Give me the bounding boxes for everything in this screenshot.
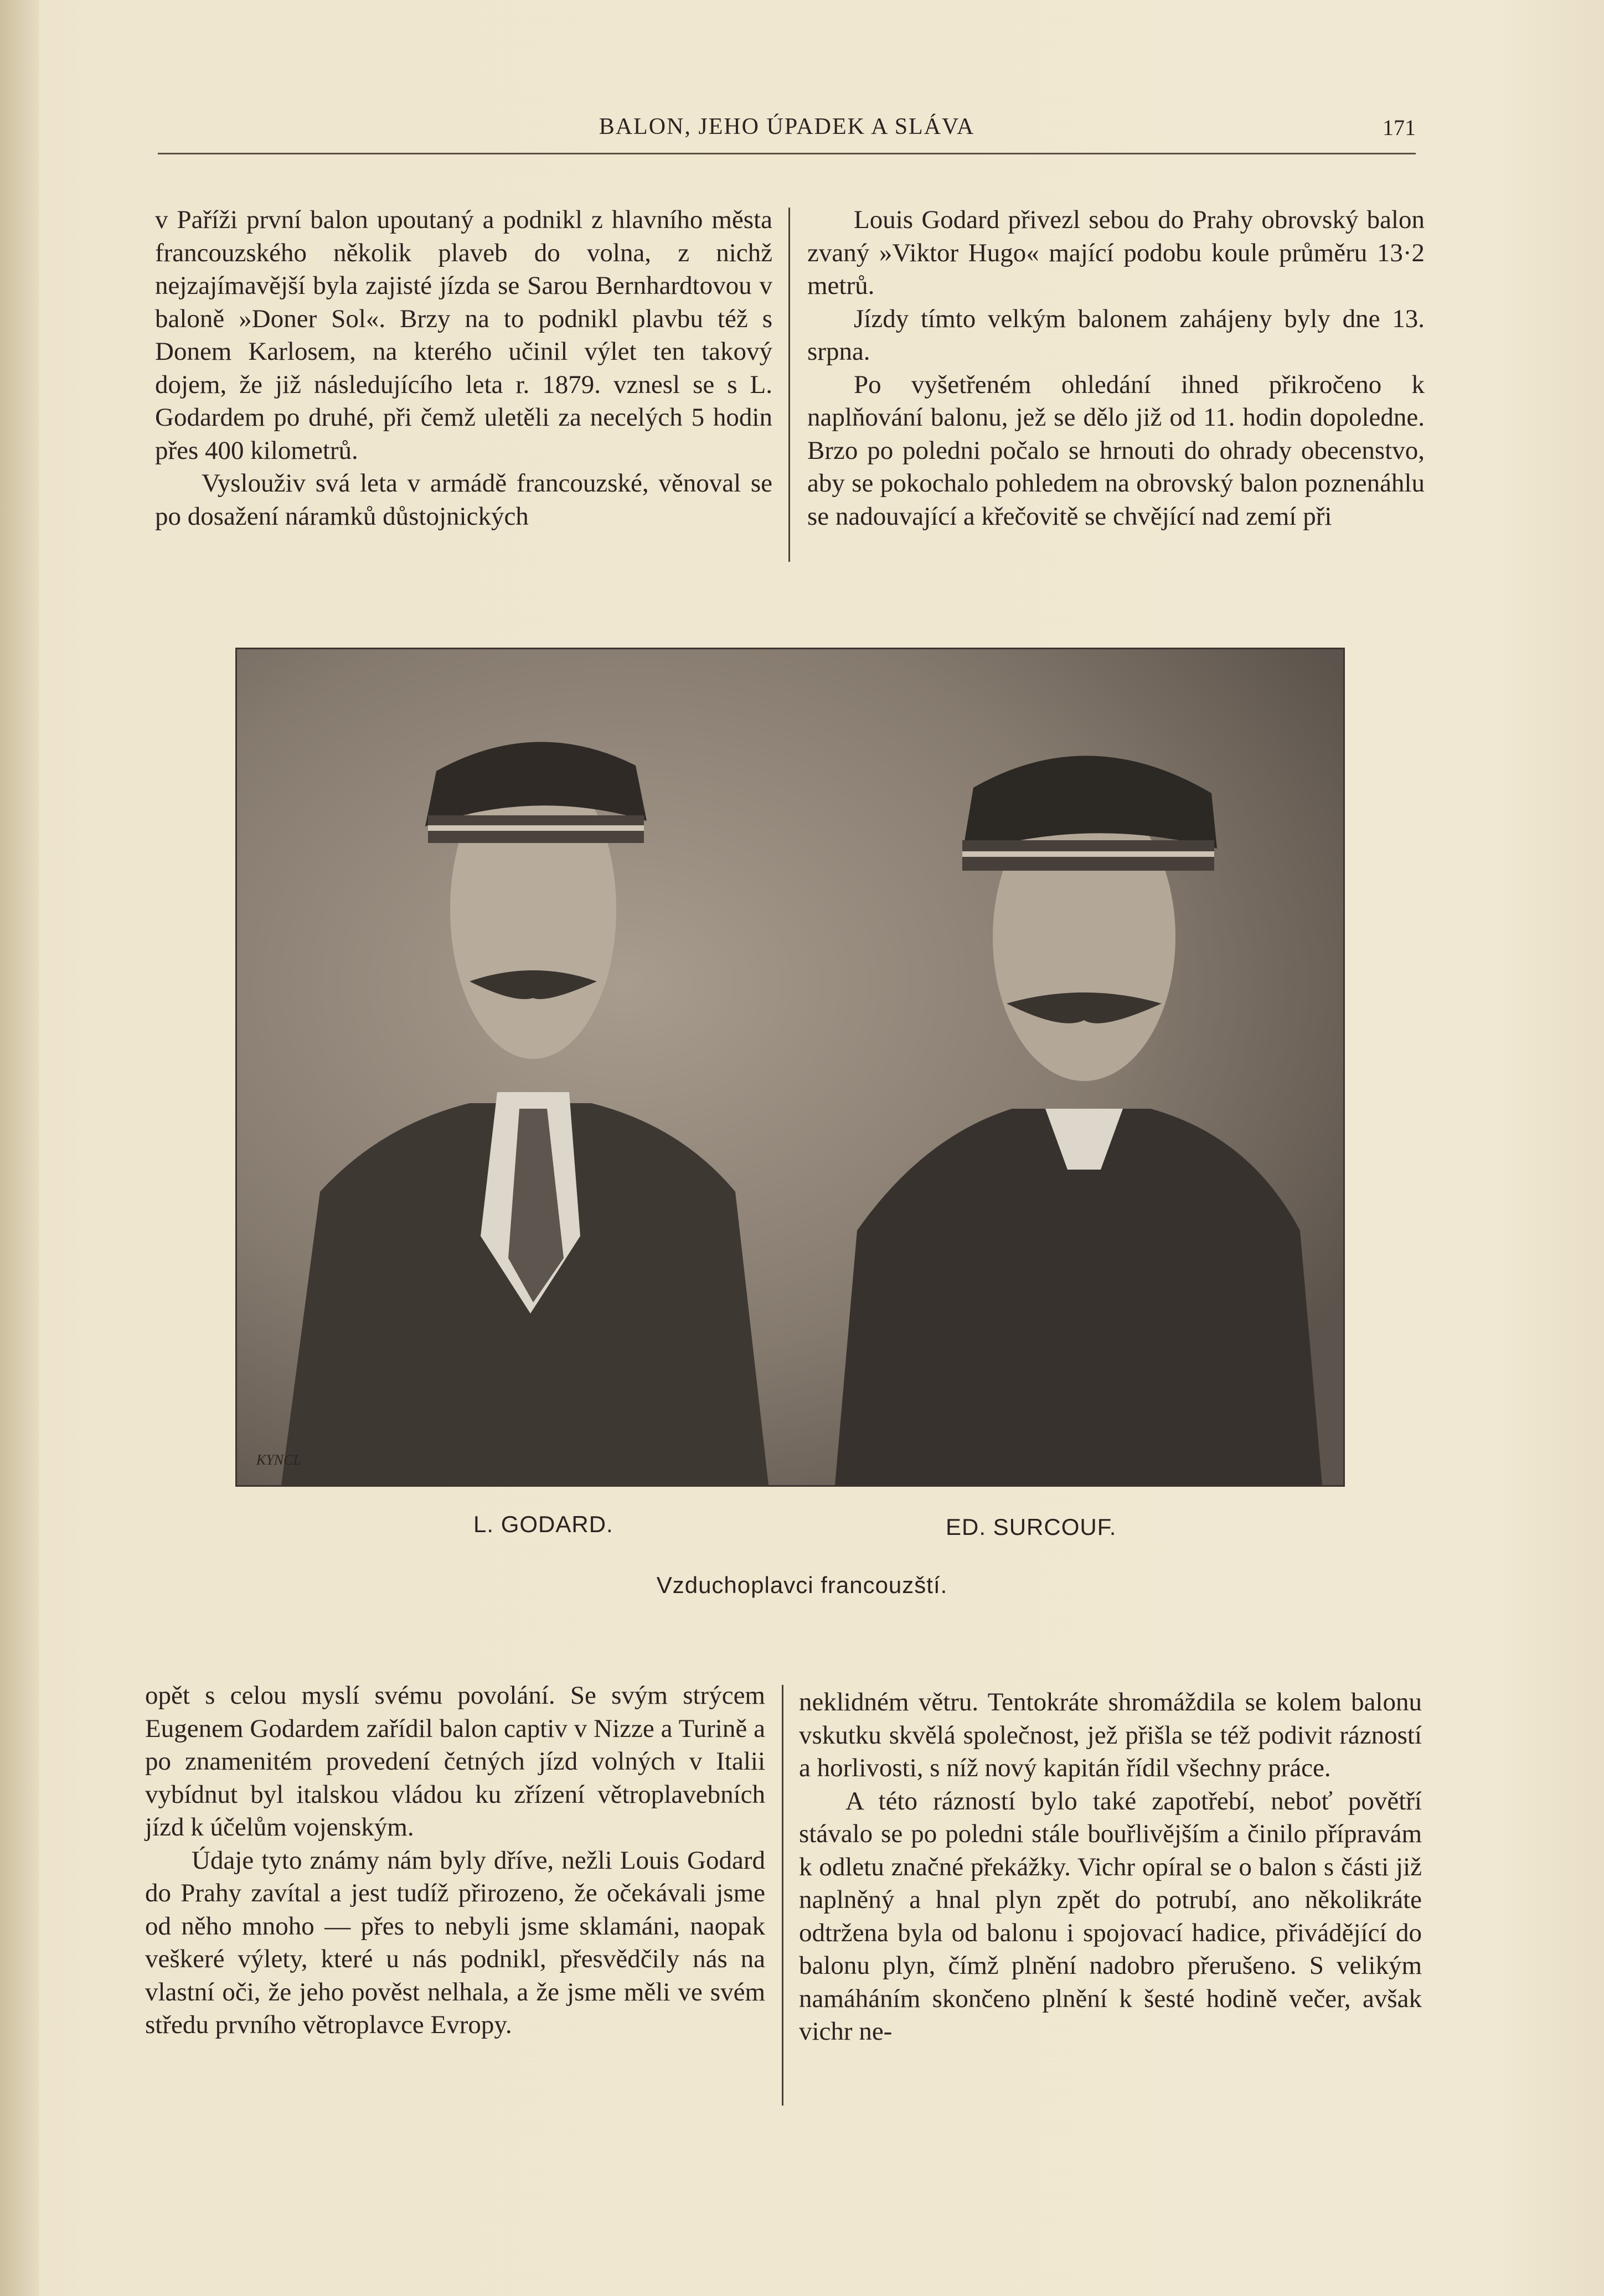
header-title: BALON, JEHO ÚPADEK A SLÁVA [599, 114, 975, 139]
column-bottom-right [799, 1686, 1422, 2049]
paragraph: opět s celou myslí svému povolání. Se svým strýcem Eugenem Godardem zařídil balon captiv v Nizze a Turině a po znamenitém provedení četných jízd volných v Italii vybídnut byl italskou vládou ku zřízení větroplavebních jízd k účelům vojenským. [145, 1681, 765, 1842]
caption-right: ED. SURCOUF. [946, 1514, 1117, 1540]
column-top-right [807, 204, 1425, 533]
header-rule [158, 153, 1416, 154]
page-number: 171 [1383, 115, 1416, 140]
column-divider [788, 208, 790, 562]
column-bottom-left [145, 1679, 765, 2042]
caption-left: L. GODARD. [473, 1511, 613, 1537]
running-header [158, 113, 1416, 152]
paragraph: Vyslouživ svá leta v armádě francouzské, věnoval se po dosažení náramků důstojnických [155, 469, 772, 531]
figure-caption: Vzduchoplavci francouzští. [656, 1572, 948, 1598]
paragraph: Po vyšetřeném ohledání ihned přikročeno k naplňování balonu, jež se dělo již od 11. hodin dopoledne. Brzo po poledni počalo se hrnouti do ohrady obecenstvo, aby se pokochalo pohledem na obrovský balon poznenáhlu se nadouvající a křečovitě se chvějící nad zemí při [807, 370, 1425, 531]
paragraph: Louis Godard přivezl sebou do Prahy obrovský balon zvaný »Viktor Hugo« mající podobu koule průměru 13·2 metrů. [807, 205, 1425, 300]
engraver-signature: KYNCL [256, 1452, 301, 1468]
portrait-photo [235, 648, 1345, 1487]
portrait-illustration [237, 649, 1343, 1485]
paragraph: Jízdy tímto velkým balonem zahájeny byly dne 13. srpna. [807, 304, 1425, 366]
paragraph: neklidném větru. Tentokráte shromáždila se kolem balonu vskutku skvělá společnost, jež přišla se též podivit rázností a horlivosti, s níž nový kapitán řídil všechny práce. [799, 1688, 1422, 1782]
column-divider [782, 1685, 783, 2106]
paragraph: Údaje tyto známy nám byly dříve, nežli Louis Godard do Prahy zavítal a jest tudíž přirozeno, že očekávali jsme od něho mnoho — přes to nebyli jsme sklamáni, naopak veškeré výlety, které u nás podnikl, přesvědčily nás na vlastní oči, že jeho pověst nelhala, a že jsme měli ve svém středu prvního větroplavce Evropy. [145, 1845, 765, 2039]
book-spine-edge [0, 0, 39, 2296]
paragraph: v Paříži první balon upoutaný a podnikl z hlavního města francouzského několik plaveb do volna, z nichž nejzajímavější byla zajisté jízda se Sarou Bernhardtovou v baloně »Doner Sol«. Brzy na to podnikl plavbu též s Donem Karlosem, na kterého učinil výlet ten takový dojem, že již následujícího leta r. 1879. vznesl se s L. Godardem po druhé, při čemž uletěli za necelých 5 hodin přes 400 kilometrů. [155, 205, 772, 465]
column-top-left [155, 204, 772, 533]
paragraph: A této rázností bylo také zapotřebí, neboť povětří stávalo se po poledni stále bouřlivějším a činilo přípravám k odletu značné překážky. Vichr opíral se o balon s části již naplněný a hnal plyn zpět do potrubí, ano několikráte odtržena byla od balonu i spojovací hadice, přivádějící do balonu plyn, čímž plnění nadobro přerušeno. S velikým namáháním skončeno plnění k šesté hodině večer, avšak vichr ne- [799, 1786, 1422, 2046]
